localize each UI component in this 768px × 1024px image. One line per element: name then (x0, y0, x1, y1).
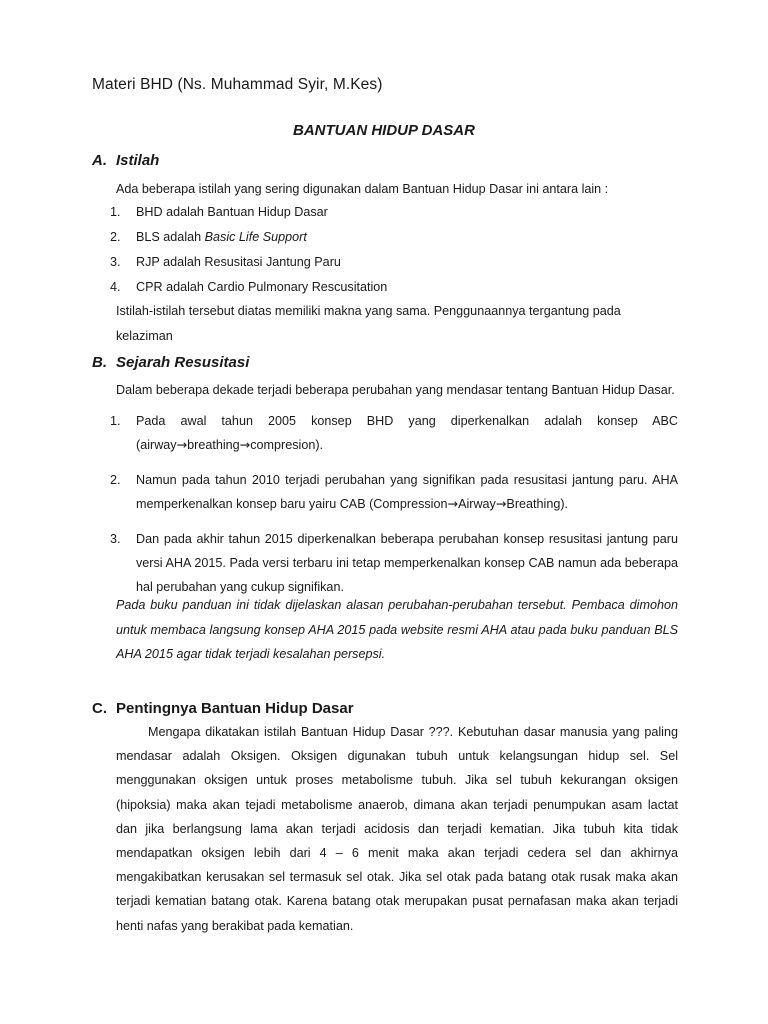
section-b-heading (92, 354, 249, 371)
section-c-letter: C. (92, 700, 107, 717)
section-a-heading (92, 152, 159, 169)
list-item: 3. RJP adalah Resusitasi Jantung Paru (110, 255, 341, 269)
arrow-icon: → (495, 496, 507, 511)
section-a-list (110, 200, 678, 300)
section-b-note: Pada buku panduan ini tidak dijelaskan alasan perubahan-perubahan tersebut. Pembaca dimohon untuk membaca langsung konsep AHA 2015 pada website resmi AHA atau pada buku panduan BLS AHA 2015 agar tidak terjadi kesalahan persepsi. (116, 598, 678, 661)
section-a-letter: A. (92, 152, 107, 169)
section-c-title: Pentingnya Bantuan Hidup Dasar (116, 700, 354, 717)
section-c-heading (92, 700, 354, 717)
list-item: 2. BLS adalah Basic Life Support (110, 230, 307, 244)
document-header: Materi BHD (Ns. Muhammad Syir, M.Kes) (92, 76, 383, 93)
section-b-list (110, 409, 678, 599)
section-a-intro: Ada beberapa istilah yang sering digunakan dalam Bantuan Hidup Dasar ini antara lain : (116, 182, 609, 196)
document-title: BANTUAN HIDUP DASAR (293, 122, 475, 139)
list-item: 1. BHD adalah Bantuan Hidup Dasar (110, 205, 328, 219)
list-item: 3. Dan pada akhir tahun 2015 diperkenalkan beberapa perubahan konsep resusitasi jantung paru versi AHA 2015. Pada versi terbaru ini tetap memperkenalkan konsep CAB namun ada beberapa hal perubahan yang cukup signifikan. (110, 532, 678, 594)
arrow-icon: → (239, 437, 251, 452)
section-b-title: Sejarah Resusitasi (116, 354, 250, 371)
section-a-closing: Istilah-istilah tersebut diatas memiliki makna yang sama. Penggunaannya tergantung pada kelaziman (116, 304, 621, 343)
list-item: 4. CPR adalah Cardio Pulmonary Rescusitation (110, 280, 388, 294)
section-b-intro: Dalam beberapa dekade terjadi beberapa perubahan yang mendasar tentang Bantuan Hidup Dasar. (116, 383, 675, 397)
arrow-icon: → (447, 496, 459, 511)
arrow-icon: → (176, 437, 188, 452)
section-c-body: Mengapa dikatakan istilah Bantuan Hidup Dasar ???. Kebutuhan dasar manusia yang paling mendasar adalah Oksigen. Oksigen digunakan tubuh untuk kelangsungan hidup sel. Sel menggunakan oksigen untuk proses metabolisme tubuh. Jika sel tubuh kekurangan oksigen (hipoksia) maka akan tejadi metabolisme anaerob, dimana akan terjadi penumpukan asam lactat dan jika berlangsung lama akan terjadi acidosis dan terjadi kematian. Jika tubuh kita tidak mendapatkan oksigen lebih dari 4 – 6 menit maka akan terjadi cedera sel dan akhirnya mengakibatkan kerusakan sel termasuk sel otak. Jika sel otak pada batang otak rusak maka akan terjadi kematian batang otak. Karena batang otak merupakan pusat pernafasan maka akan terjadi henti nafas yang berakibat pada kematian. (116, 725, 678, 933)
section-a-title: Istilah (116, 152, 160, 169)
list-item: 2. Namun pada tahun 2010 terjadi perubahan yang signifikan pada resusitasi jantung paru. AHA memperkenalkan konsep baru yairu CAB (Compression→Airway→Breathing). (110, 473, 678, 511)
section-b-letter: B. (92, 354, 107, 371)
list-item: 1. Pada awal tahun 2005 konsep BHD yang diperkenalkan adalah konsep ABC (airway→breathing→compresion). (110, 414, 678, 452)
